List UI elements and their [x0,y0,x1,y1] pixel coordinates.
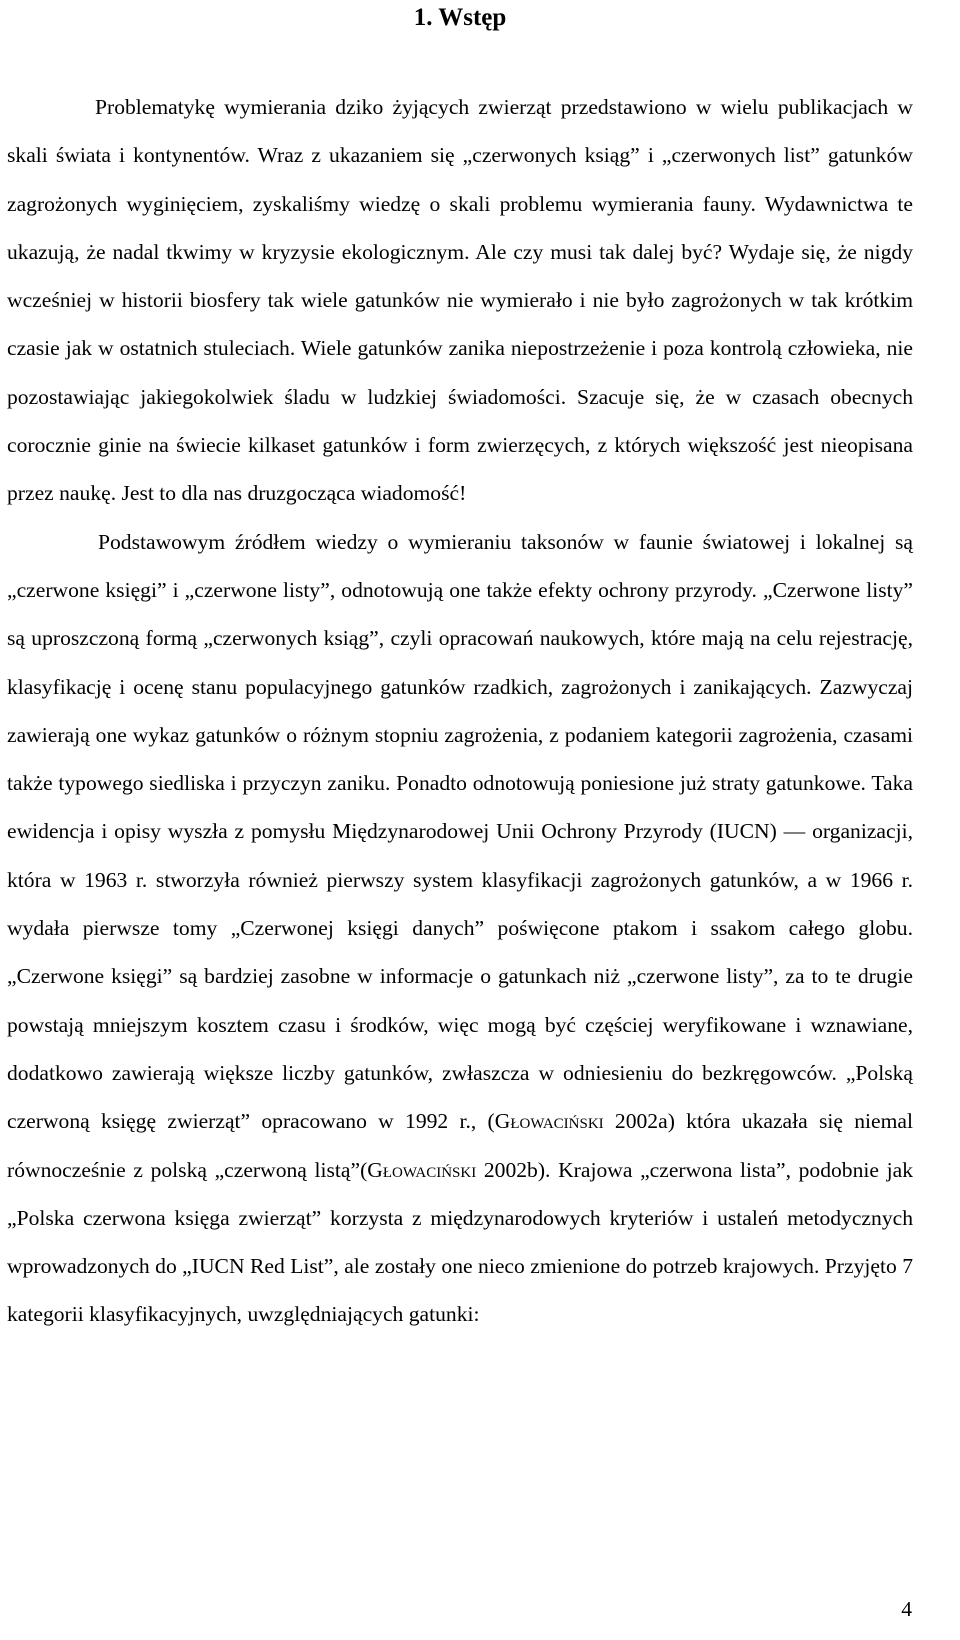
citation-author-2: Głowaciński [367,1157,477,1182]
citation-year-1: 2002a) [603,1109,675,1134]
paragraph-intro: Problematykę wymierania dziko żyjących zwierząt przedstawiono w wielu publikacjach w skali świata i kontynentów. Wraz z ukazaniem się „czerwonych ksiąg” i „czerwonych list” gatunków zagrożonych wyginięciem, zyskaliśmy wiedzę o skali problemu wymierania fauny. Wydawnictwa te ukazują, że nadal tkwimy w kryzysie ekologicznym. Ale czy musi tak dalej być? Wydaje się, że nigdy wcześniej w historii biosfery tak wiele gatunków nie wymierało i nie było zagrożonych w tak krótkim czasie jak w ostatnich stuleciach. Wiele gatunków zanika niepostrzeżenie i poza kontrolą człowieka, nie pozostawiając jakiegokolwiek śladu w ludzkiej świadomości. Szacuje się, że w czasach obecnych corocznie ginie na świecie kilkaset gatunków i form zwierzęcych, z których większość jest nieopisana przez naukę. Jest to dla nas druzgocząca wiadomość! [7,95,913,506]
paragraph-text-part-2: która ukazała się niemal równocześnie z polską „czerwoną listą”( [7,1109,913,1182]
paragraph-red-lists [7,518,913,1339]
document-page [7,0,913,1339]
page-number: 4 [901,1597,912,1621]
section-heading: 1. Wstęp [413,4,507,31]
paragraph-text-part-3: . Krajowa „czerwona lista”, podobnie jak „Polska czerwona księga zwierząt” korzysta z międzynarodowych kryteriów i ustaleń metodycznych wprowadzonych do „IUCN Red List”, ale zostały one nieco zmienione do potrzeb krajowych. Przyjęto 7 kategorii klasyfikacyjnych, uwzględniających gatunki: [7,1157,913,1327]
citation-year-2: 2002b) [476,1157,546,1182]
citation-author-1: Głowaciński [494,1109,604,1134]
paragraph-text-part-1: Podstawowym źródłem wiedzy o wymieraniu taksonów w faunie światowej i lokalnej są „czerwone księgi” i „czerwone listy”, odnotowują one także efekty ochrony przyrody. „Czerwone listy” są uproszczoną formą „czerwonych ksiąg”, czyli opracowań naukowych, które mają na celu rejestrację, klasyfikację i ocenę stanu populacyjnego gatunków rzadkich, zagrożonych i zanikających. Zazwyczaj zawierają one wykaz gatunków o różnym stopniu zagrożenia, z podaniem kategorii zagrożenia, czasami także typowego siedliska i przyczyn zaniku. Ponadto odnotowują poniesione już straty gatunkowe. Taka ewidencja i opisy wyszła z pomysłu Międzynarodowej Unii Ochrony Przyrody (IUCN) — organizacji, która w 1963 r. stworzyła również pierwszy system klasyfikacji zagrożonych gatunków, a w 1966 r. wydała pierwsze tomy „Czerwonej księgi danych” poświęcone ptakom i ssakom całego globu. „Czerwone księgi” są bardziej zasobne w informacje o gatunkach niż „czerwone listy”, za to te drugie powstają mniejszym kosztem czasu i środków, więc mogą być częściej weryfikowane i wznawiane, dodatkowo zawierają większe liczby gatunków, zwłaszcza w odniesieniu do bezkręgowców. „Polską czerwoną księgę zwierząt” opracowano w 1992 r., ( [7,529,913,1134]
